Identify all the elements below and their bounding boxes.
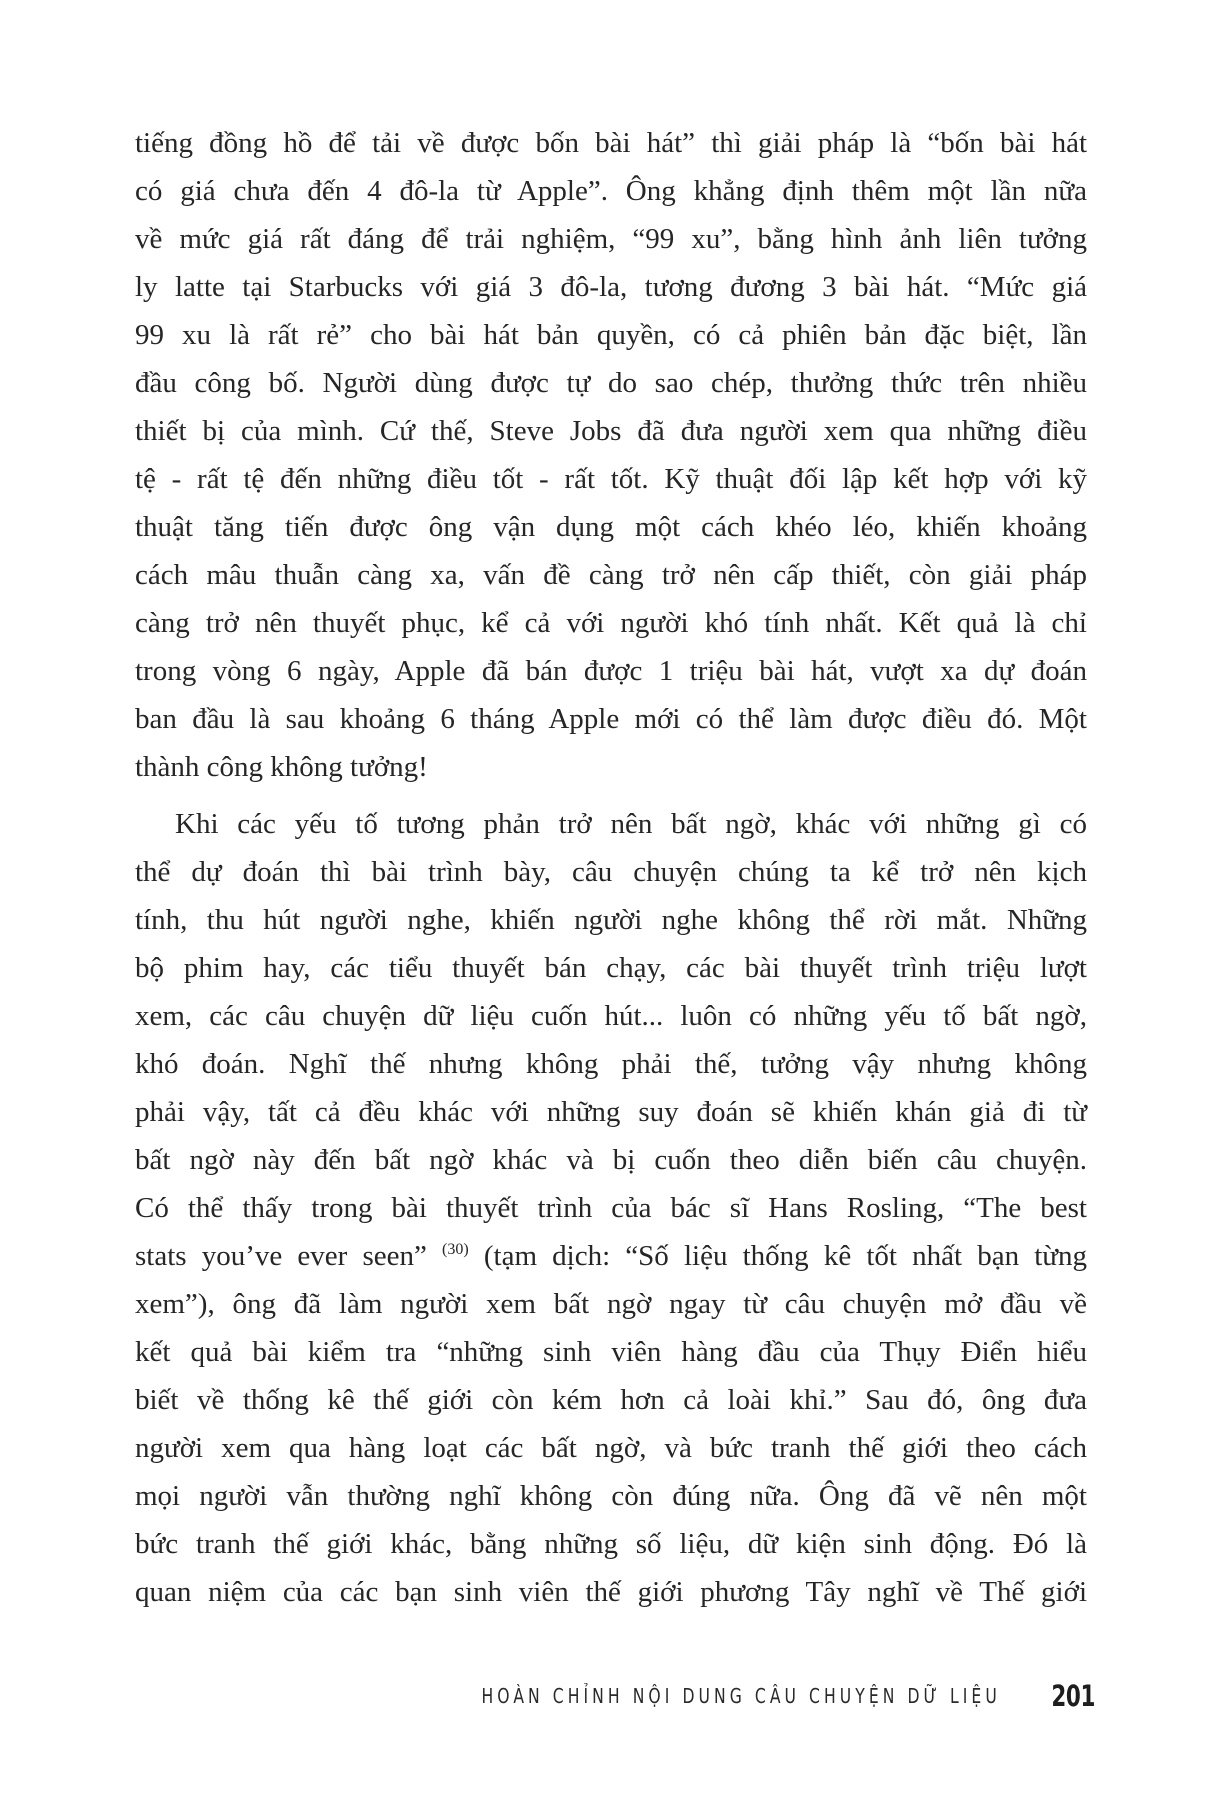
text-line: thiết bị của mình. Cứ thế, Steve Jobs đã đưa người xem qua những điều [135, 415, 1087, 447]
footnote-reference[interactable]: (30) [442, 1241, 469, 1258]
text-line: thành công không tưởng! [135, 751, 428, 783]
text-line: tính, thu hút người nghe, khiến người nghe không thể rời mắt. Những [135, 904, 1087, 936]
text-line: ban đầu là sau khoảng 6 tháng Apple mới có thể làm được điều đó. Một [135, 703, 1087, 735]
text-line: phải vậy, tất cả đều khác với những suy đoán sẽ khiến khán giả đi từ [135, 1096, 1087, 1128]
text-line: càng trở nên thuyết phục, kể cả với người khó tính nhất. Kết quả là chỉ [135, 607, 1087, 639]
text-line: bất ngờ này đến bất ngờ khác và bị cuốn theo diễn biến câu chuyện. [135, 1144, 1087, 1176]
page-number: 201 [1051, 1679, 1095, 1713]
body-text [135, 119, 1087, 1616]
paragraph-1 [135, 119, 1087, 791]
text-line-with-footnote [135, 1232, 1087, 1280]
text-line: tệ - rất tệ đến những điều tốt - rất tốt. Kỹ thuật đối lập kết hợp với kỹ [135, 463, 1087, 495]
text-line: bộ phim hay, các tiểu thuyết bán chạy, các bài thuyết trình triệu lượt [135, 952, 1087, 984]
text-segment: (tạm dịch: “Số liệu thống kê tốt nhất bạn từng [468, 1240, 1088, 1272]
text-line: khó đoán. Nghĩ thế nhưng không phải thế, tưởng vậy nhưng không [135, 1048, 1087, 1080]
text-line: xem”), ông đã làm người xem bất ngờ ngay từ câu chuyện mở đầu về [135, 1288, 1087, 1320]
text-line: ly latte tại Starbucks với giá 3 đô-la, tương đương 3 bài hát. “Mức giá [135, 271, 1087, 303]
text-line: biết về thống kê thế giới còn kém hơn cả loài khỉ.” Sau đó, ông đưa [135, 1384, 1087, 1416]
text-line: thuật tăng tiến được ông vận dụng một cách khéo léo, khiến khoảng [135, 511, 1087, 543]
text-line: có giá chưa đến 4 đô-la từ Apple”. Ông khẳng định thêm một lần nữa [135, 175, 1087, 207]
text-line: bức tranh thế giới khác, bằng những số liệu, dữ kiện sinh động. Đó là [135, 1528, 1087, 1560]
text-line: cách mâu thuẫn càng xa, vấn đề càng trở nên cấp thiết, còn giải pháp [135, 559, 1087, 591]
text-line: kết quả bài kiểm tra “những sinh viên hàng đầu của Thụy Điển hiểu [135, 1336, 1087, 1368]
text-line: đầu công bố. Người dùng được tự do sao chép, thưởng thức trên nhiều [135, 367, 1087, 399]
text-line: xem, các câu chuyện dữ liệu cuốn hút... luôn có những yếu tố bất ngờ, [135, 1000, 1087, 1032]
text-line: 99 xu là rất rẻ” cho bài hát bản quyền, có cả phiên bản đặc biệt, lần [135, 319, 1087, 351]
text-segment: stats you’ve ever seen” [135, 1240, 427, 1272]
text-line: tiếng đồng hồ để tải về được bốn bài hát” thì giải pháp là “bốn bài hát [135, 127, 1087, 159]
text-line: trong vòng 6 ngày, Apple đã bán được 1 triệu bài hát, vượt xa dự đoán [135, 655, 1087, 687]
text-line: về mức giá rất đáng để trải nghiệm, “99 xu”, bằng hình ảnh liên tưởng [135, 223, 1087, 255]
text-line: Có thể thấy trong bài thuyết trình của bác sĩ Hans Rosling, “The best [135, 1192, 1087, 1224]
text-line: Khi các yếu tố tương phản trở nên bất ngờ, khác với những gì có [175, 808, 1087, 840]
running-head: HOÀN CHỈNH NỘI DUNG CÂU CHUYỆN DỮ LIỆU [481, 1684, 1001, 1708]
text-line: quan niệm của các bạn sinh viên thế giới phương Tây nghĩ về Thế giới [135, 1576, 1087, 1608]
text-line: mọi người vẫn thường nghĩ không còn đúng nữa. Ông đã vẽ nên một [135, 1480, 1087, 1512]
text-line: người xem qua hàng loạt các bất ngờ, và bức tranh thế giới theo cách [135, 1432, 1087, 1464]
text-line: thể dự đoán thì bài trình bày, câu chuyện chúng ta kể trở nên kịch [135, 856, 1087, 888]
page-footer [462, 1678, 1095, 1714]
paragraph-2 [135, 800, 1087, 1616]
